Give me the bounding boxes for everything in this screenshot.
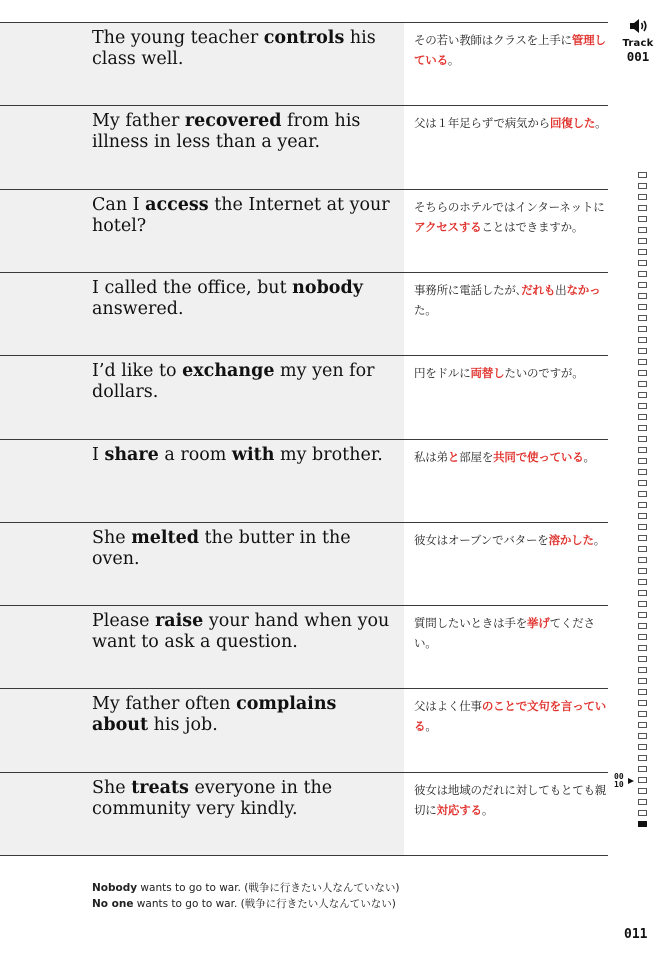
checkbox[interactable] <box>638 623 647 629</box>
highlighted-translation: 共同で使っている <box>493 449 584 464</box>
key-word: access <box>145 194 209 215</box>
row-divider <box>0 105 608 106</box>
sentence-row <box>0 439 608 522</box>
checkbox[interactable] <box>638 260 647 266</box>
english-sentence <box>92 611 394 653</box>
checkbox[interactable] <box>638 568 647 574</box>
sentence-text: the Internet at your hotel? <box>92 194 390 236</box>
japanese-translation <box>414 113 610 133</box>
translation-text: 。 <box>447 53 460 67</box>
checkbox[interactable] <box>638 414 647 420</box>
checkbox[interactable] <box>638 447 647 453</box>
row-divider <box>0 355 608 356</box>
english-sentence <box>92 195 394 237</box>
key-word: complains about <box>92 694 337 736</box>
checkbox[interactable] <box>638 799 647 805</box>
key-word: nobody <box>292 277 363 298</box>
highlighted-translation: 両替し <box>470 366 505 381</box>
highlighted-translation: アクセスする <box>414 219 482 234</box>
key-word: exchange <box>182 361 275 382</box>
checkbox[interactable] <box>638 601 647 607</box>
checkbox[interactable] <box>638 711 647 717</box>
checkbox[interactable] <box>638 436 647 442</box>
note-keyword: Nobody <box>92 882 138 894</box>
checkbox[interactable] <box>638 733 647 739</box>
english-sentence <box>92 278 394 320</box>
sentence-row <box>0 522 608 605</box>
key-word: recovered <box>184 111 282 132</box>
track-label: Track <box>622 38 654 49</box>
sentence-text: from his illness in less than a year. <box>92 111 361 153</box>
sentence-row <box>0 189 608 272</box>
checkbox[interactable] <box>638 216 647 222</box>
checkbox[interactable] <box>638 678 647 684</box>
sentence-text: my brother. <box>274 444 383 465</box>
checkbox[interactable] <box>638 337 647 343</box>
progress-checkboxes <box>638 172 650 832</box>
sentence-text: I’d like to <box>92 361 183 382</box>
checkbox[interactable] <box>638 326 647 332</box>
key-word: controls <box>263 28 345 48</box>
sentence-row <box>0 355 608 438</box>
checkbox[interactable] <box>638 777 647 783</box>
translation-text: 私は弟 <box>414 449 448 464</box>
english-sentence <box>92 28 394 70</box>
sentence-text: my yen for dollars. <box>92 361 375 403</box>
sentence-text: The young teacher <box>92 28 264 48</box>
japanese-translation <box>414 696 610 736</box>
sentence-text: your hand when you want to ask a question. <box>92 611 390 653</box>
highlighted-translation: と <box>447 449 460 464</box>
checkbox[interactable] <box>638 183 647 189</box>
checkbox[interactable] <box>638 634 647 640</box>
sentence-text: Please <box>92 611 156 632</box>
sentence-text: Can I <box>92 194 146 215</box>
key-word: raise <box>155 611 204 632</box>
translation-text: 。 <box>583 449 595 464</box>
checkbox[interactable] <box>638 304 647 310</box>
sentence-text: answered. <box>92 298 184 319</box>
japanese-translation <box>414 30 610 70</box>
english-sentence <box>92 694 394 736</box>
checkbox[interactable] <box>638 722 647 728</box>
sentence-text: a room <box>158 444 232 465</box>
row-divider <box>0 522 608 523</box>
track-number: 001 <box>626 49 650 64</box>
checkbox[interactable] <box>638 293 647 299</box>
highlighted-translation: のことで文句を言っている <box>414 699 607 734</box>
sentence-row <box>0 772 608 855</box>
sentence-row <box>0 272 608 355</box>
japanese-translation <box>414 613 610 653</box>
checkbox[interactable] <box>638 502 647 508</box>
sentence-row <box>0 22 608 105</box>
checkbox[interactable] <box>638 788 647 794</box>
sentence-text: I <box>92 444 105 465</box>
checkbox[interactable] <box>638 205 647 211</box>
highlighted-translation: なかっ <box>566 282 601 297</box>
checkbox[interactable] <box>638 282 647 288</box>
japanese-translation <box>414 530 610 550</box>
checkbox[interactable] <box>638 810 647 816</box>
checkbox[interactable] <box>638 381 647 387</box>
translation-text: 。 <box>595 116 607 131</box>
range-start: 00 <box>614 772 624 781</box>
checkbox[interactable] <box>638 645 647 651</box>
checkbox[interactable] <box>638 315 647 321</box>
checkbox[interactable] <box>638 524 647 530</box>
speaker-icon[interactable] <box>628 18 648 34</box>
checkbox[interactable] <box>638 744 647 750</box>
sentence-row <box>0 105 608 188</box>
checkbox[interactable] <box>638 667 647 673</box>
note-text: wants to go to war. (戦争に行きたい人なんていない) <box>137 882 400 894</box>
audio-track[interactable] <box>620 18 656 64</box>
usage-note <box>92 880 399 895</box>
checkbox[interactable] <box>638 469 647 475</box>
row-divider <box>0 22 608 23</box>
japanese-translation <box>414 447 610 467</box>
highlighted-translation: 挙げ <box>527 616 550 631</box>
checkbox[interactable] <box>638 579 647 585</box>
row-divider <box>0 439 608 440</box>
english-sentence <box>92 111 394 153</box>
checkbox[interactable] <box>638 425 647 431</box>
translation-text: た。 <box>414 302 437 317</box>
translation-text: 。 <box>425 719 437 734</box>
note-text: wants to go to war. (戦争に行きたい人なんていない) <box>133 898 396 910</box>
checkbox[interactable] <box>638 348 647 354</box>
page-number: 011 <box>624 927 648 942</box>
sentence-text: My father <box>92 111 185 132</box>
sentence-text: his job. <box>148 715 218 736</box>
translation-text: 。 <box>593 532 606 547</box>
usage-note <box>92 896 396 911</box>
sentence-text: his class well. <box>92 28 376 69</box>
checkbox[interactable] <box>638 238 647 244</box>
checkbox[interactable] <box>638 370 647 376</box>
checkbox[interactable] <box>638 656 647 662</box>
checkbox[interactable] <box>638 194 647 200</box>
checkbox[interactable] <box>638 590 647 596</box>
translation-text: 父はよく仕事 <box>414 699 482 714</box>
key-word: melted <box>131 527 199 548</box>
row-divider <box>0 189 608 190</box>
arrow-right-icon <box>628 778 634 784</box>
checkbox[interactable] <box>638 172 647 178</box>
checkbox[interactable] <box>638 359 647 365</box>
bottom-divider <box>0 855 608 856</box>
checkbox[interactable] <box>638 392 647 398</box>
key-word: share <box>104 444 159 465</box>
checkbox[interactable] <box>638 458 647 464</box>
japanese-translation <box>414 280 610 320</box>
key-word: treats <box>131 777 189 798</box>
translation-text: 質問したいときは手を <box>414 616 527 631</box>
english-sentence <box>92 361 394 403</box>
row-divider <box>0 272 608 273</box>
japanese-translation <box>414 197 610 237</box>
translation-text: 彼女は地域のだれに対してもとても親切に <box>414 782 607 817</box>
english-sentence <box>92 528 394 570</box>
sentence-row <box>0 688 608 771</box>
sentence-text: I called the office, but <box>92 277 293 298</box>
english-sentence <box>92 445 394 466</box>
sentence-text: She <box>92 777 132 798</box>
translation-text: そちらのホテルではインターネットに <box>414 199 605 214</box>
key-word: with <box>231 444 275 465</box>
translation-text: ことはできますか。 <box>481 219 584 234</box>
sentence-text: the butter in the oven. <box>92 527 351 569</box>
checkbox[interactable] <box>638 612 647 618</box>
highlighted-translation: 管理している <box>414 33 606 67</box>
note-keyword: No one <box>92 898 134 910</box>
highlighted-translation: 対応する <box>436 802 482 817</box>
highlighted-translation: 溶かした <box>548 532 594 547</box>
checkbox[interactable] <box>638 403 647 409</box>
english-sentence <box>92 778 394 820</box>
translation-text: てください。 <box>414 616 595 651</box>
checkbox[interactable] <box>638 546 647 552</box>
highlighted-translation: 回復した <box>549 116 596 131</box>
checkbox[interactable] <box>638 755 647 761</box>
row-divider <box>0 605 608 606</box>
translation-text: 事務所に電話したが､ <box>414 282 522 297</box>
checkbox[interactable] <box>638 480 647 486</box>
translation-text: 部屋を <box>459 449 494 464</box>
translation-text: たいのですが。 <box>504 366 584 381</box>
sentence-row <box>0 605 608 688</box>
checkbox[interactable] <box>638 227 647 233</box>
japanese-translation <box>414 363 610 383</box>
translation-text: 出 <box>555 282 567 297</box>
sentence-text: She <box>92 527 132 548</box>
row-divider <box>0 688 608 689</box>
checkbox[interactable] <box>638 249 647 255</box>
checkbox[interactable] <box>638 535 647 541</box>
checkbox[interactable] <box>638 271 647 277</box>
checkbox[interactable] <box>638 513 647 519</box>
sentence-text: everyone in the community very kindly. <box>92 777 333 819</box>
checkbox[interactable] <box>638 557 647 563</box>
highlighted-translation: だれも <box>521 282 556 297</box>
translation-text: 彼女はオーブンでバターを <box>414 532 549 547</box>
translation-text: 円をドルに <box>414 366 471 381</box>
sentence-text: My father often <box>92 694 237 715</box>
translation-text: その若い教師はクラスを上手に <box>414 33 572 47</box>
translation-text: 。 <box>481 802 494 817</box>
row-divider <box>0 772 608 773</box>
range-end: 10 <box>614 780 624 789</box>
range-label <box>614 773 624 789</box>
checkbox[interactable] <box>638 689 647 695</box>
checkbox[interactable] <box>638 766 647 772</box>
japanese-translation <box>414 780 610 820</box>
translation-text: 父は１年足らずで病気から <box>414 116 550 131</box>
checkbox[interactable] <box>638 821 647 827</box>
checkbox[interactable] <box>638 700 647 706</box>
checkbox[interactable] <box>638 491 647 497</box>
